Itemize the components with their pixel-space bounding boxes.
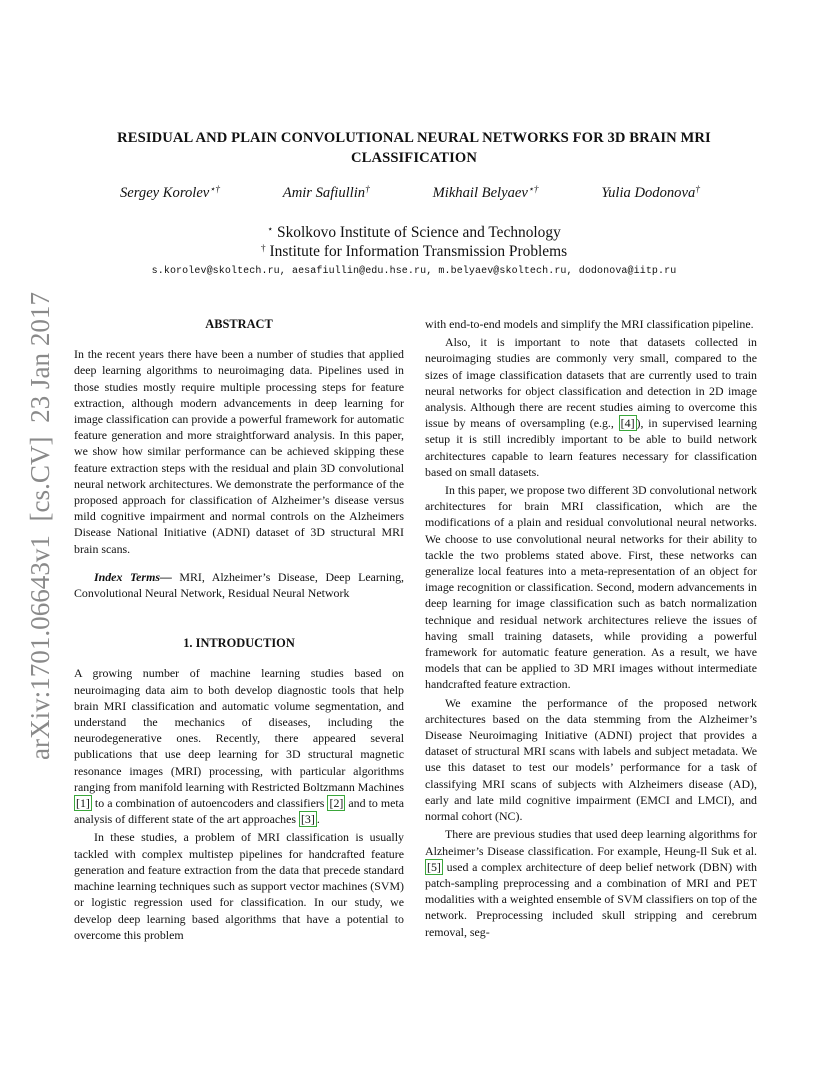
right-column [425,316,757,940]
body-paragraph: There are previous studies that used deep learning algorithms for Alzheimer’s Disease classification. For example, Heung-Il Suk et al. [5] used a complex architecture of deep belief network (DBN) with patch-sampling preprocessing and a combination of MRI and PET modalities with a weighted ensemble of SVM classifiers on top of the network. Preprocessing included skull stripping and cerebrum removal, seg- [425,827,757,939]
affiliation: † Institute for Information Transmission Problems [260,243,568,260]
body-paragraph: In this paper, we propose two different 3D convolutional network architectures for brain MRI classification, which are the modifications of a plain and residual convolutional neural networks. We choose to use convolutional neural networks for their ability to tackle the two problems stated above. First, these networks can generalize local features into a meta-representation of an object for image recognition or classification. Second, modern advancements in deep learning for image classification such as batch normalization technique and residual network architectures relieve the issues of having small training datasets, while providing a powerful framework for automatic feature generation. As a result, we have models that can be applied to 3D MRI images without intermediate handcrafted feature extraction. [425,483,757,692]
abstract-heading: ABSTRACT [205,317,273,331]
left-column [74,316,404,943]
author: Sergey Korolev⋆† [120,185,220,201]
citation-link[interactable]: [1] [76,796,90,811]
affiliation: ⋆ Skolkovo Institute of Science and Technology [267,224,561,241]
body-paragraph: Also, it is important to note that datasets collected in neuroimaging studies are commonly very small, compared to the sizes of image classification datasets that are currently used to train neural networks for object classification and detection in 2D image analysis. Although there are recent studies aiming to overcome this issue by means of oversampling (e.g., [4] ), in supervised learning setup it is still incredibly important to be able to build network architectures capable to learn features necessary for classification based on small datasets. [425,335,757,479]
index-terms: Index Terms— MRI, Alzheimer’s Disease, Deep Learning, Convolutional Neural Network, Residual Neural Network [74,569,405,601]
citation-link[interactable]: [5] [427,859,441,874]
author: Yulia Dodonova† [601,185,700,201]
citation-link[interactable]: [4] [620,416,635,431]
citation-link[interactable]: [3] [300,812,315,827]
arxiv-stamp [22,290,56,760]
author: Amir Safiullin† [282,185,370,201]
body-paragraph: We examine the performance of the proposed network architectures based on the data stemming from the Alzheimer’s Disease Neuroimaging Initiative (ADNI) project that provides a dataset of structural MRI scans with labels and subject metadata. We use this dataset to test our models’ performance for a task of classifying MRI scans of subjects with Alzheimers disease (AD), early and late mild cognitive impairment (EMCI and LMCI), and normal cohort (NC). [425,695,757,824]
intro-paragraph: In these studies, a problem of MRI classification is usually tackled with complex multistep pipelines for handcrafted feature generation and feature extraction from the data that precede standard machine learning techniques such as support vector machines (SVM) or logistic regression used for classification. In our study, we develop deep learning based algorithms that have a potential to overcome this problem [74,830,404,942]
introduction-heading: 1. INTRODUCTION [183,636,295,651]
paper-title: RESIDUAL AND PLAIN CONVOLUTIONAL NEURAL NETWORKS FOR 3D BRAIN MRI CLASSIFICATION [117,130,711,166]
intro-paragraph: A growing number of machine learning studies based on neuroimaging data aim to both develop diagnostic tools that help brain MRI classification and automatic volume segmentation, and understand the mechanics of diseases, including the neurodegenerative ones. Recently, there appeared several publications that use deep learning for 3D structural magnetic resonance images (MRI) processing, with particular algorithms ranging from manifold learning with Restricted Boltzmann Machines [1] to a combination of autoencoders and classifiers [2] and to meta analysis of different state of the art approaches [3] . [74,666,404,827]
author: Mikhail Belyaev⋆† [432,185,539,201]
arxiv-stamp-text: arXiv:1701.06643v1 [cs.CV] 23 Jan 2017 [25,293,55,760]
citation-link[interactable]: [2] [329,796,344,811]
author-emails: s.korolev@skoltech.ru, aesafiullin@edu.hse.ru, m.belyaev@skoltech.ru, dodonova@iitp.ru [151,266,677,277]
author-list [120,185,700,202]
abstract-body: In the recent years there have been a number of studies that applied deep learning algorithms to neuroimaging data. Pipelines used in those studies mostly require multiple processing steps for feature extraction, although modern advancements in deep learning for image classification can provide a powerful framework for automatic feature generation and more straightforward analysis. In this paper, we show how similar performance can be achieved skipping these feature extraction steps with the residual and plain 3D convolutional neural network architectures. We demonstrate the performance of the proposed approach for classification of Alzheimer’s disease versus mild cognitive impairment and normal controls on the Alzheimers Disease National Initiative (ADNI) dataset of 3D structural MRI brain scans. [74,347,404,556]
body-paragraph: with end-to-end models and simplify the MRI classification pipeline. [425,317,754,331]
